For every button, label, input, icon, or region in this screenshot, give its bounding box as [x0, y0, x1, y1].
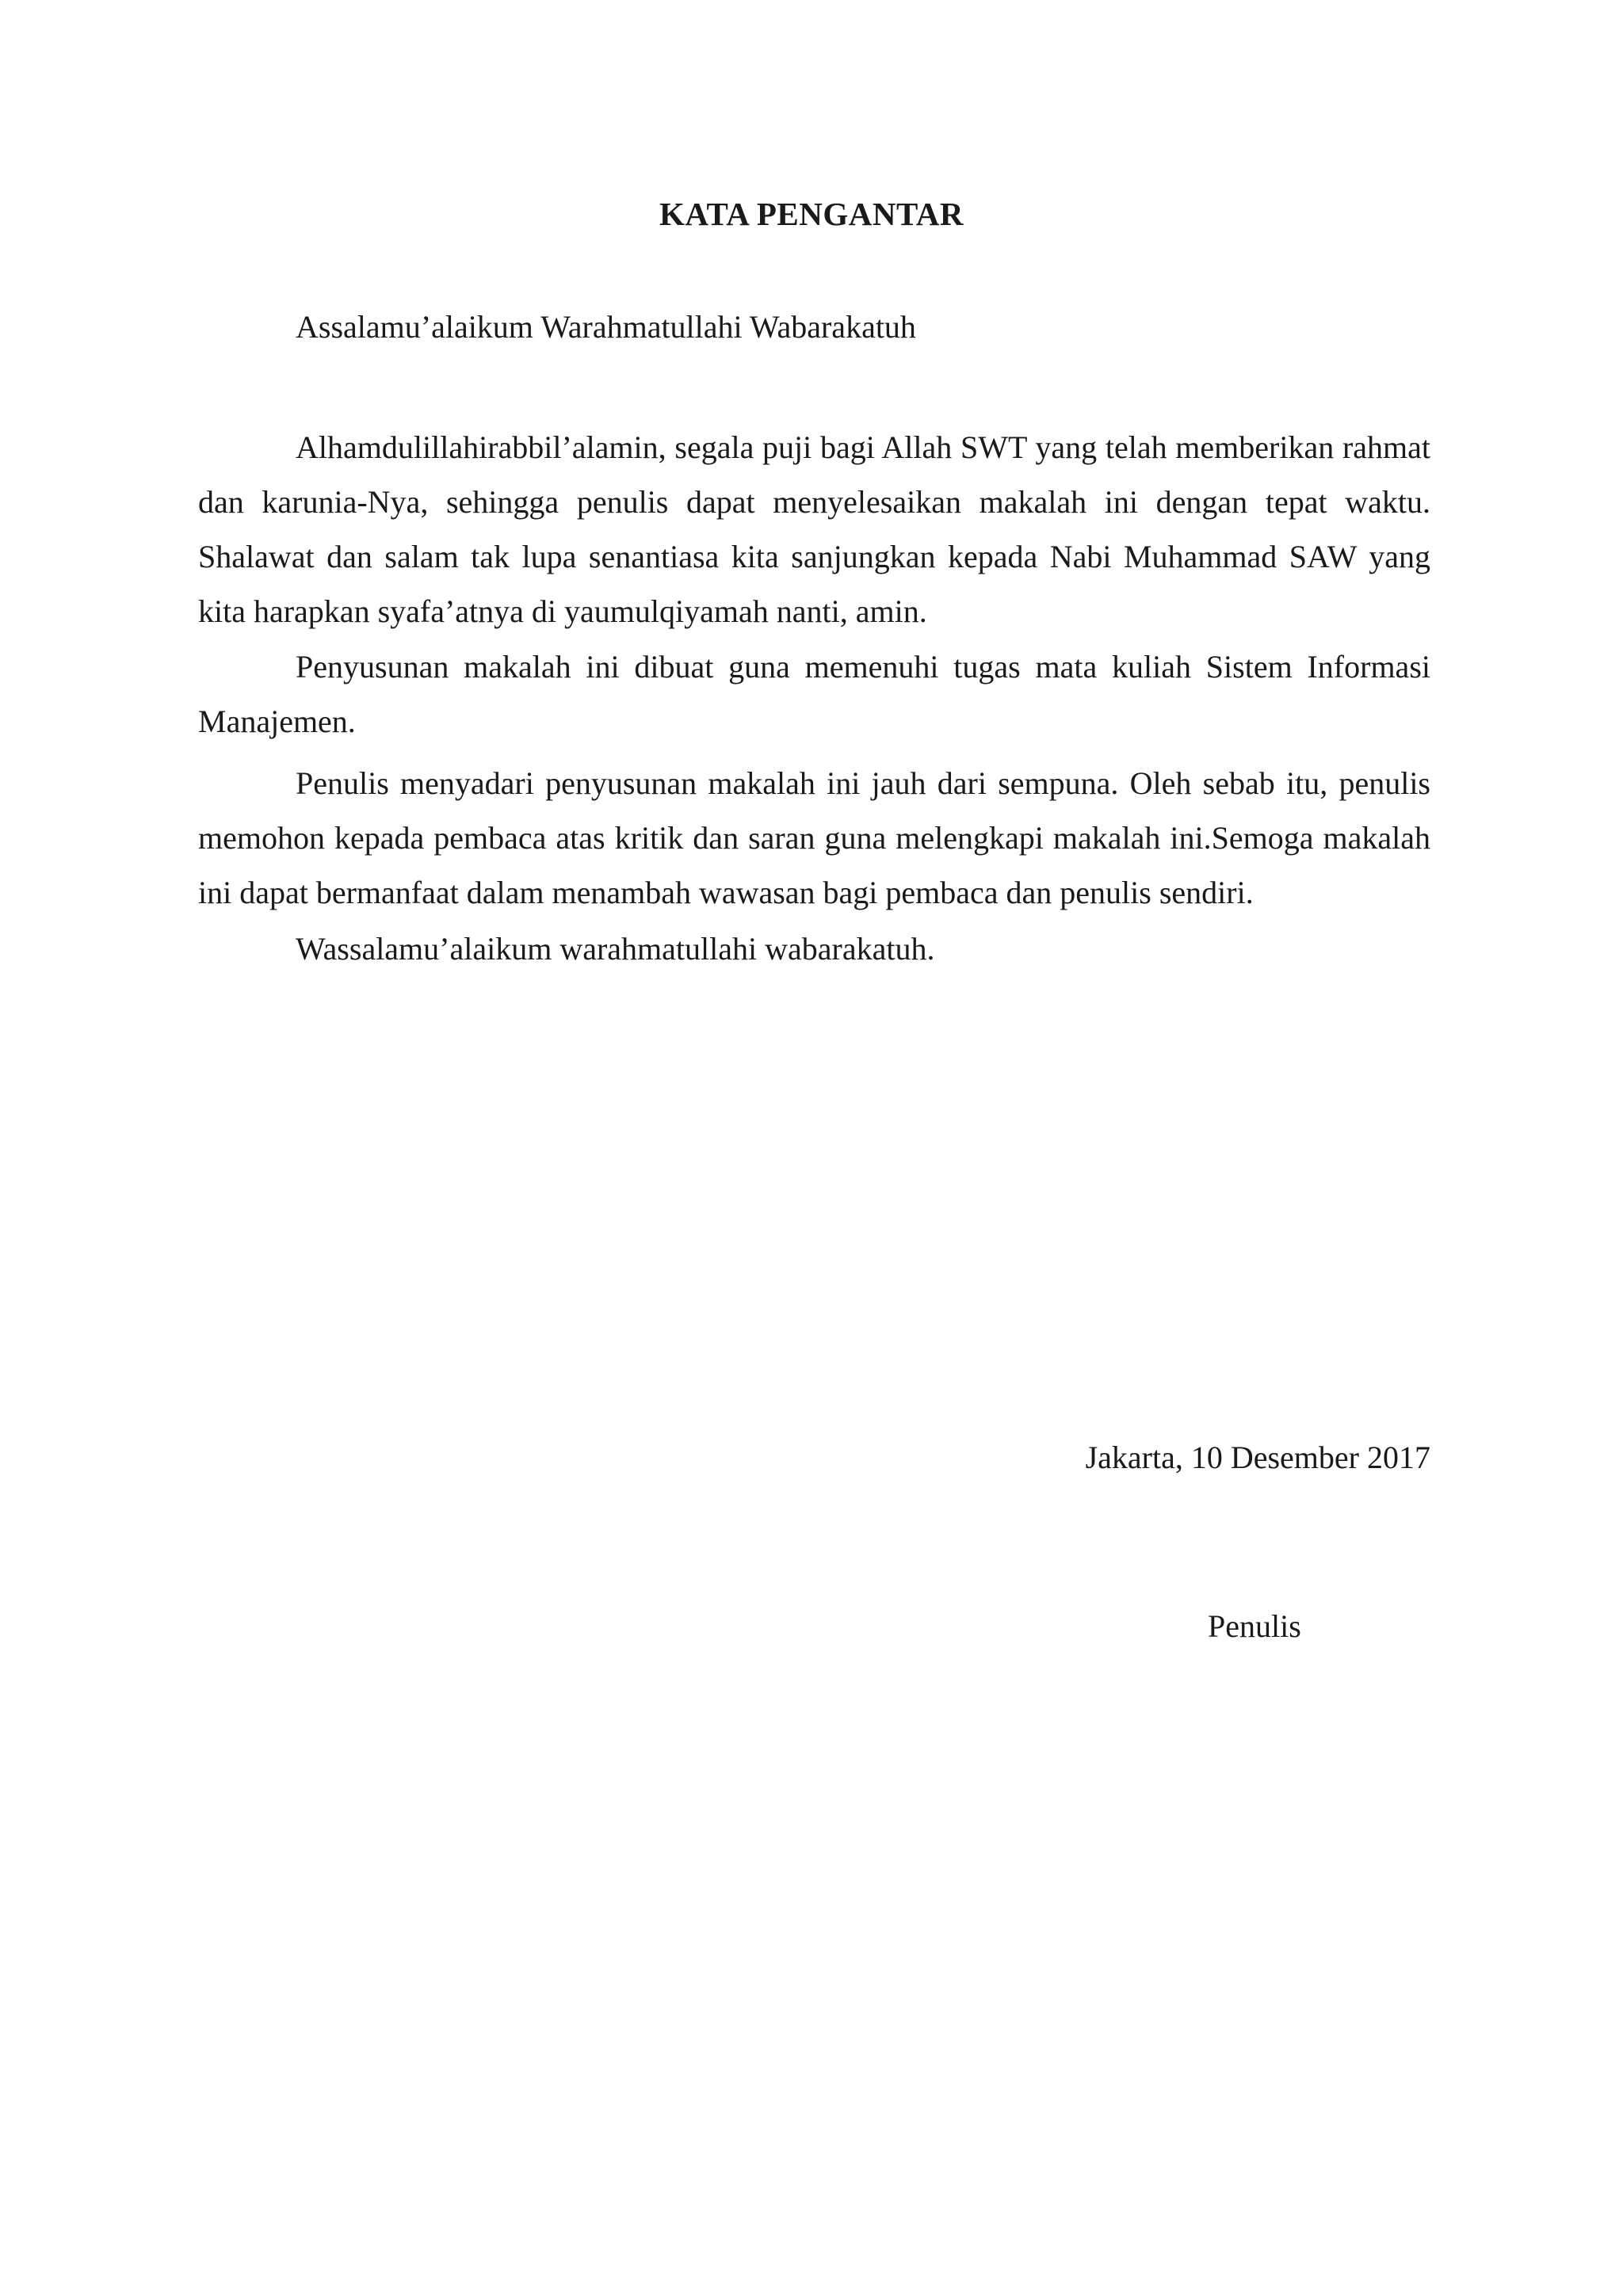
paragraph-block: [198, 756, 1430, 920]
paragraph-block: [198, 420, 1430, 639]
place-date: Jakarta, 10 Desember 2017: [1085, 1440, 1430, 1475]
paragraph-request: Penulis menyadari penyusunan makalah ini jauh dari sempuna. Oleh sebab itu, penulis memohon kepada pembaca atas kritik dan saran guna melengkapi makalah ini.Semoga makalah ini dapat bermanfaat dalam menambah wawasan bagi pembaca dan penulis sendiri.: [198, 765, 1430, 910]
paragraph-block: [198, 921, 1430, 976]
author-signature: Penulis: [1208, 1608, 1301, 1644]
paragraph-block: [198, 639, 1430, 749]
paragraph-gratitude: Alhamdulillahirabbil’alamin, segala puji bagi Allah SWT yang telah memberikan rahmat dan karunia-Nya, sehingga penulis dapat menyelesaikan makalah ini dengan tepat waktu. Shalawat dan salam tak lupa senantiasa kita sanjungkan kepada Nabi Muhammad SAW yang kita harapkan syafa’atnya di yaumulqiyamah nanti, amin.: [198, 429, 1430, 629]
paragraph-purpose: Penyusunan makalah ini dibuat guna memenuhi tugas mata kuliah Sistem Informasi Manajemen.: [198, 649, 1430, 739]
page-title: KATA PENGANTAR: [659, 196, 964, 232]
opening-greeting: Assalamu’alaikum Warahmatullahi Wabarakatuh: [296, 309, 916, 345]
closing-greeting: Wassalamu’alaikum warahmatullahi wabarakatuh.: [296, 931, 935, 967]
